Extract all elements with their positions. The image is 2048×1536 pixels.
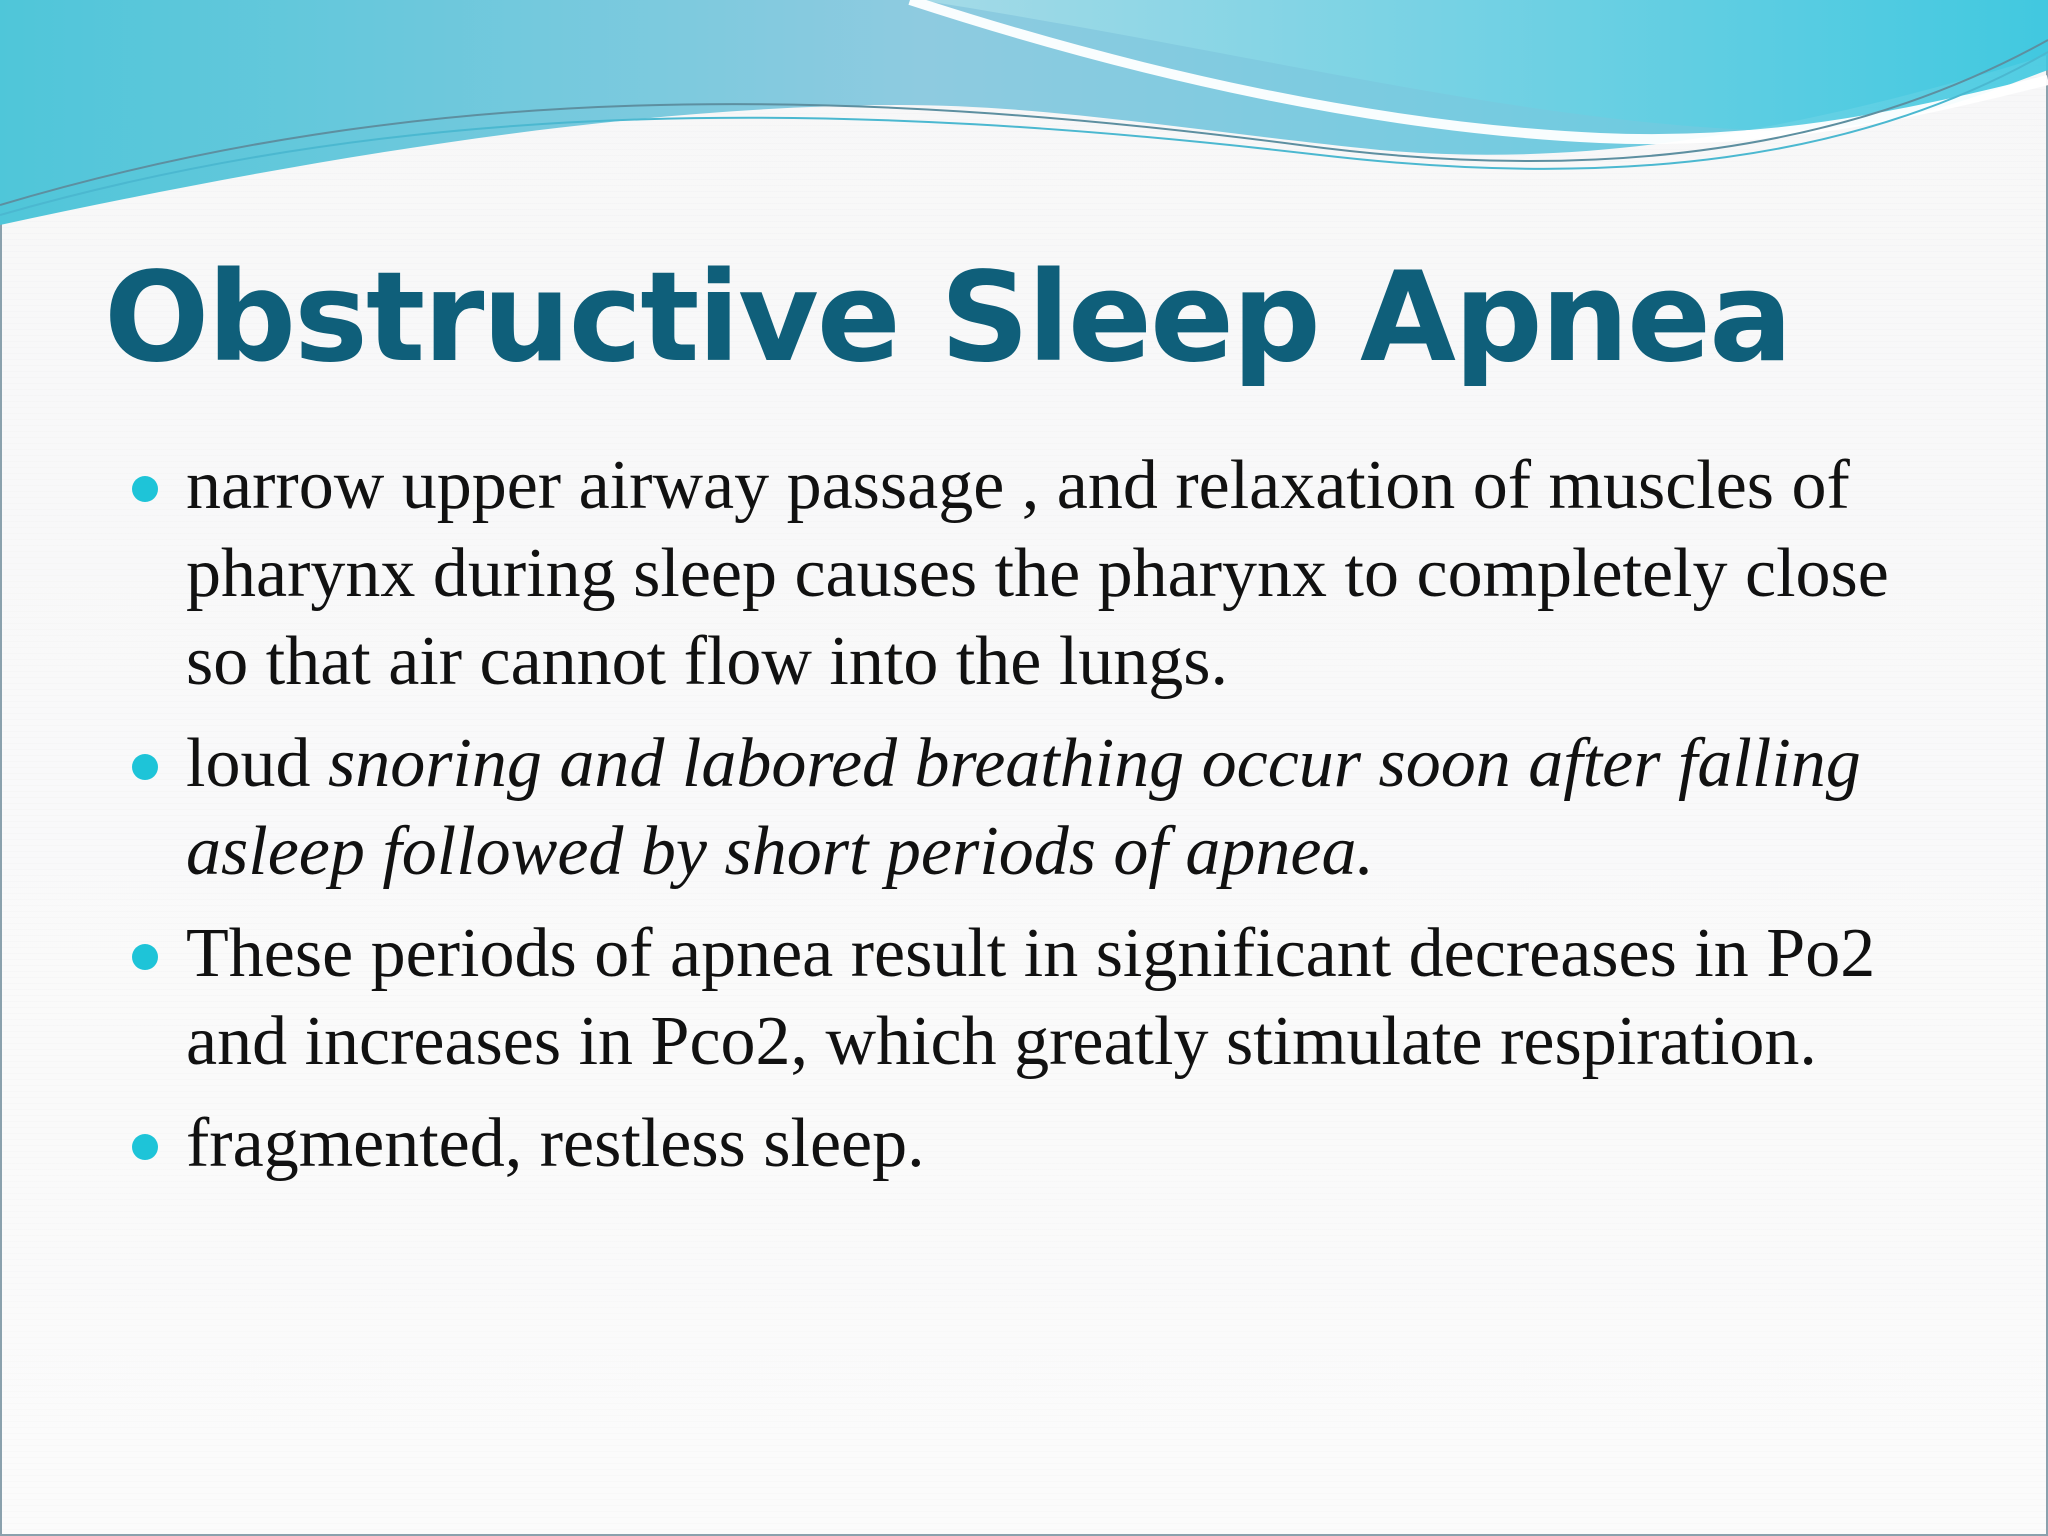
bullet-text-italic: snoring and labored breathing occur soon after falling asleep followed by short periods of apnea. [186,725,1861,890]
bullet-dot-icon [132,944,158,970]
bullet-text-lead: loud [186,725,328,802]
bullet-item [124,720,1904,896]
bullet-text: These periods of apnea result in significant decreases in Po2 and increases in Pco2, which greatly stimulate respiration. [186,915,1876,1080]
bullet-item [124,442,1904,706]
header-wave-decoration [0,0,2048,240]
bullet-list [124,442,1904,1202]
bullet-text: narrow upper airway passage , and relaxation of muscles of pharynx during sleep causes the pharynx to completely close so that air cannot flow into the lungs. [186,447,1889,700]
bullet-item [124,910,1904,1086]
slide-title: Obstructive Sleep Apnea [104,246,1791,390]
bullet-text: fragmented, restless sleep. [186,1105,925,1182]
bullet-item [124,1100,1904,1188]
bullet-dot-icon [132,754,158,780]
bullet-dot-icon [132,476,158,502]
bullet-dot-icon [132,1134,158,1160]
